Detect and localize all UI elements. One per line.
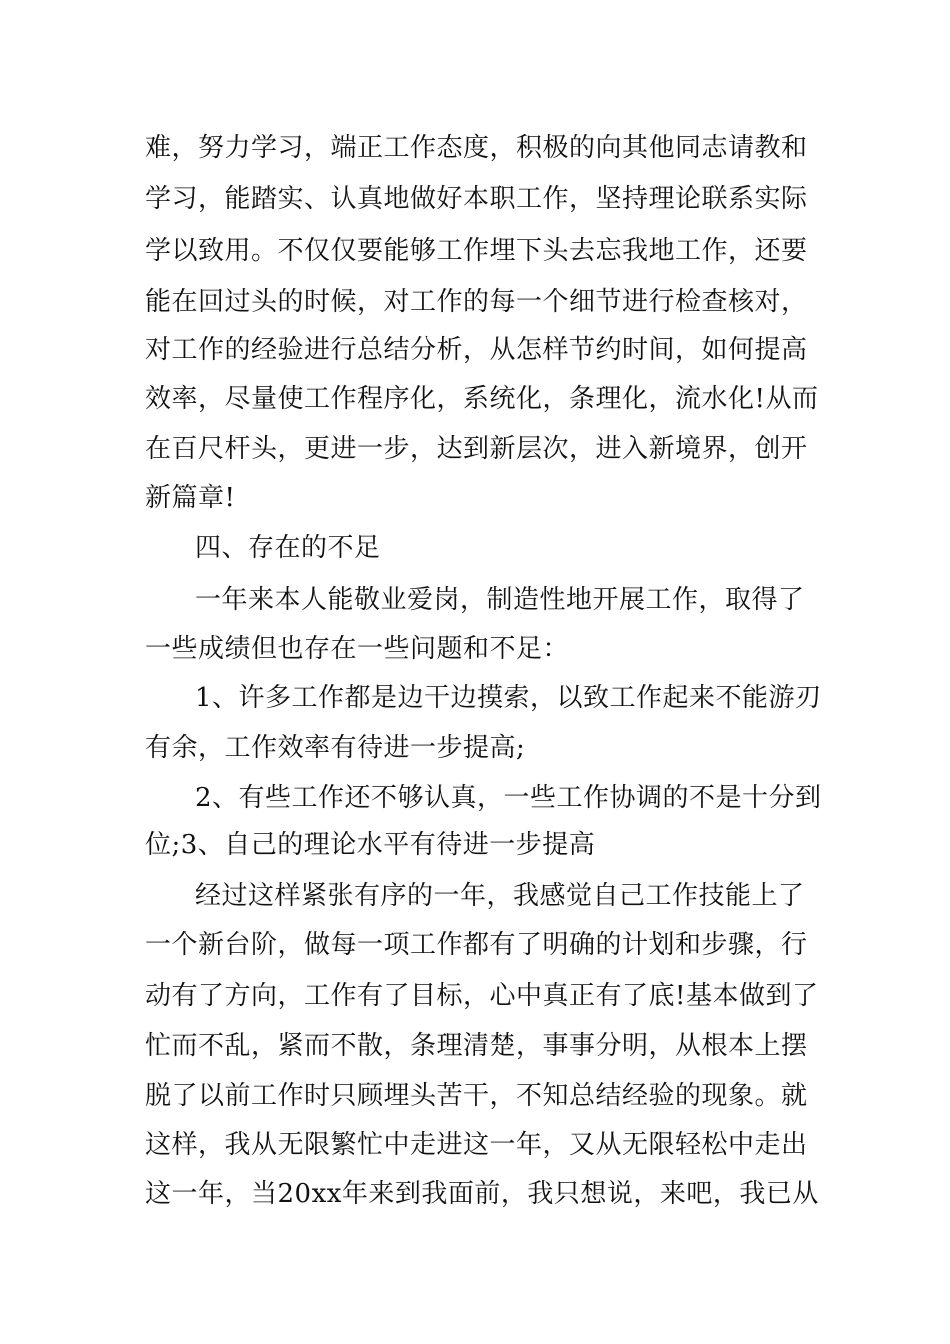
text-line: 学以致用。不仅仅要能够工作埋下头去忘我地工作，还要 xyxy=(145,236,808,266)
text-line: 这样，我从无限繁忙中走进这一年，又从无限轻松中走出 xyxy=(145,1130,808,1160)
text-line: 这一年，当20xx年来到我面前，我只想说，来吧，我已从 xyxy=(145,1179,819,1209)
text-line: 动有了方向，工作有了目标，心中真正有了底!基本做到了 xyxy=(145,981,819,1011)
list-item: 2、有些工作还不够认真，一些工作协调的不是十分到 xyxy=(195,783,822,813)
text-line: 在百尺杆头，更进一步，达到新层次，进入新境界，创开 xyxy=(145,434,808,464)
text-line: 新篇章! xyxy=(145,483,236,513)
text-line: 经过这样紧张有序的一年，我感觉自己工作技能上了 xyxy=(195,881,805,911)
text-line: 对工作的经验进行总结分析，从怎样节约时间，如何提高 xyxy=(145,335,808,365)
section-heading: 四、存在的不足 xyxy=(195,533,381,563)
text-line: 一个新台阶，做每一项工作都有了明确的计划和步骤，行 xyxy=(145,930,808,960)
text-line: 位;3、自己的理论水平有待进一步提高 xyxy=(145,830,596,860)
text-line: 难，努力学习，端正工作态度，积极的向其他同志请教和 xyxy=(145,133,808,163)
text-line: 脱了以前工作时只顾埋头苦干，不知总结经验的现象。就 xyxy=(145,1081,808,1111)
text-line: 学习，能踏实、认真地做好本职工作，坚持理论联系实际 xyxy=(145,184,808,214)
text-line: 效率，尽量使工作程序化，系统化，条理化，流水化!从而 xyxy=(145,384,819,414)
list-item: 1、许多工作都是边干边摸索，以致工作起来不能游刃 xyxy=(195,683,822,713)
text-line: 忙而不乱，紧而不散，条理清楚，事事分明，从根本上摆 xyxy=(145,1031,808,1061)
text-line: 一年来本人能敬业爱岗，制造性地开展工作，取得了 xyxy=(195,585,805,615)
text-line: 一些成绩但也存在一些问题和不足： xyxy=(145,634,570,664)
text-line: 有余，工作效率有待进一步提高; xyxy=(145,733,526,763)
text-line: 能在回过头的时候，对工作的每一个细节进行检查核对， xyxy=(145,287,808,317)
